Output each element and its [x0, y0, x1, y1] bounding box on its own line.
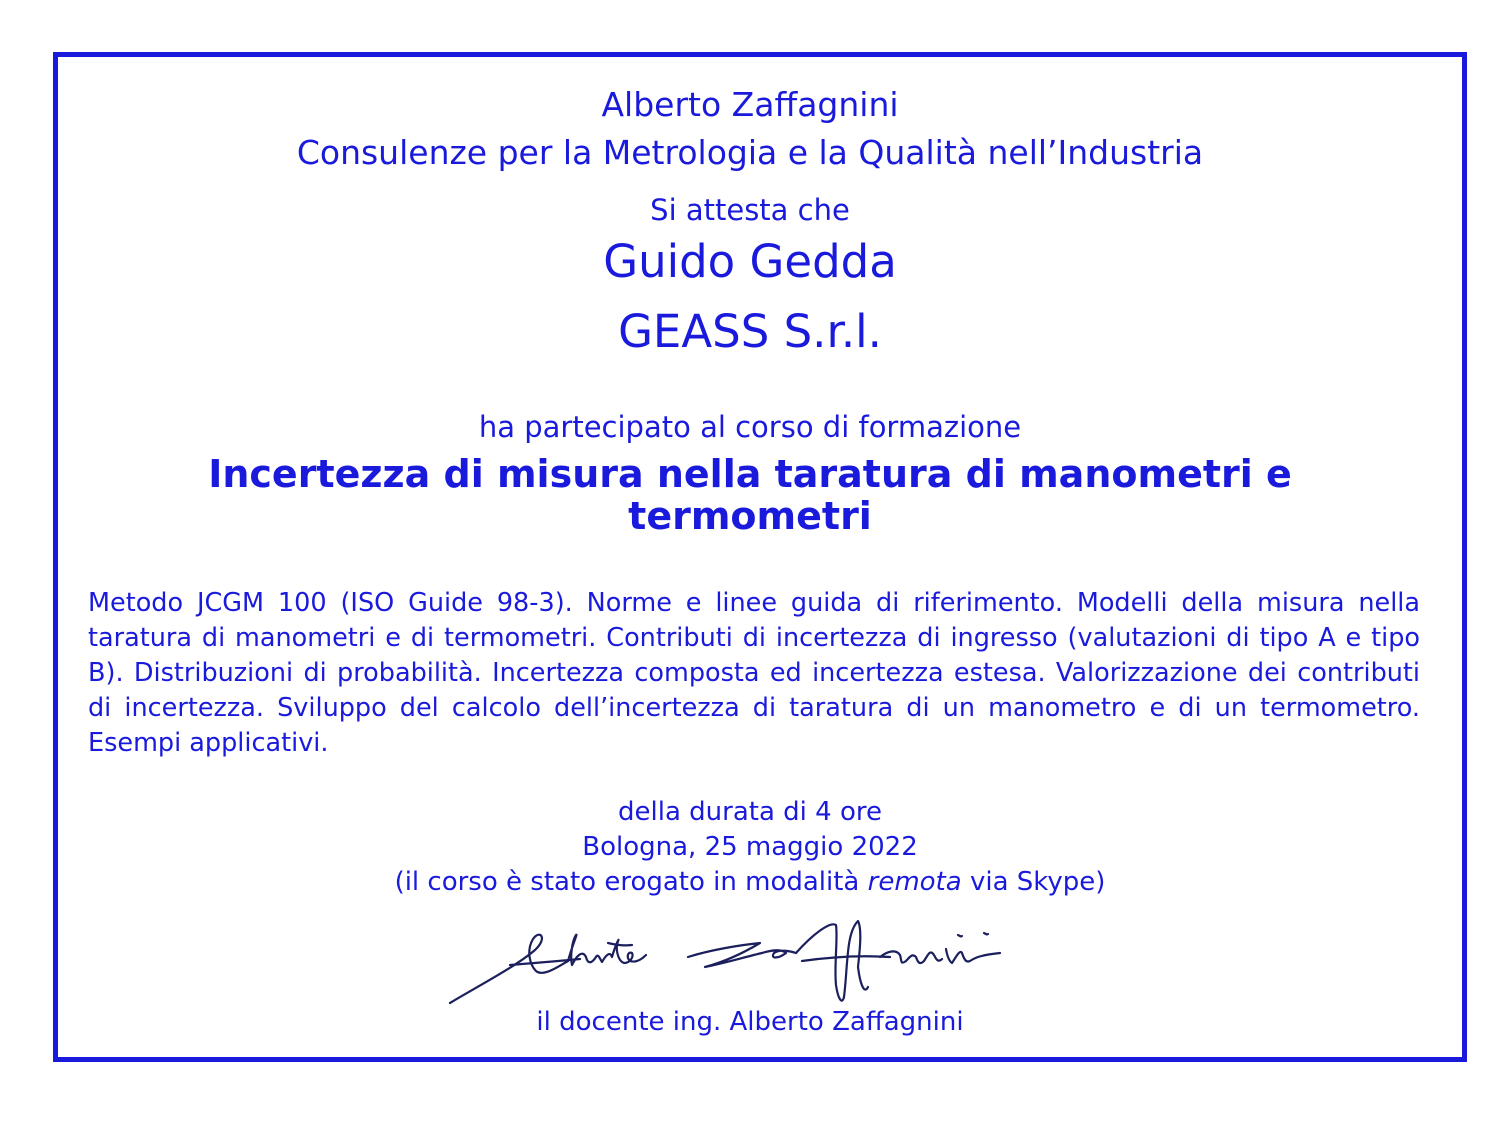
mode-suffix: via Skype) [961, 867, 1106, 897]
mode-emphasis: remota [867, 867, 962, 897]
signature-image [440, 905, 1040, 1020]
attest-intro: Si attesta che [650, 193, 850, 227]
participation-text: ha partecipato al corso di formazione [478, 410, 1022, 444]
course-description: Metodo JCGM 100 (ISO Guide 98-3). Norme e linee guida di riferimento. Modelli della misura nella taratura di manometri e di termometri. Contributi di incertezza di ingresso (valutazioni di tipo A e tipo B). Distribuzioni di probabilità. Incertezza composta ed incertezza estesa. Valorizzazione dei contributi di incertezza. Sviluppo del calcolo dell’incertezza di taratura di un manometro e di un termometro. Esempi applicativi. [88, 588, 1420, 758]
participant-name: Guido Gedda [603, 235, 897, 288]
course-title: Incertezza di misura nella taratura di manometri e termometri [208, 452, 1292, 538]
course-mode [0, 867, 1500, 897]
mode-prefix: (il corso è stato erogato in modalità [394, 867, 868, 897]
issuer-subtitle: Consulenze per la Metrologia e la Qualità nell’Industria [296, 133, 1204, 172]
teacher-signature-caption: il docente ing. Alberto Zaffagnini [536, 1007, 964, 1037]
participant-company: GEASS S.r.l. [618, 305, 882, 358]
issuer-name: Alberto Zaffagnini [601, 85, 899, 124]
course-duration: della durata di 4 ore [618, 797, 882, 827]
place-date: Bologna, 25 maggio 2022 [582, 832, 918, 862]
